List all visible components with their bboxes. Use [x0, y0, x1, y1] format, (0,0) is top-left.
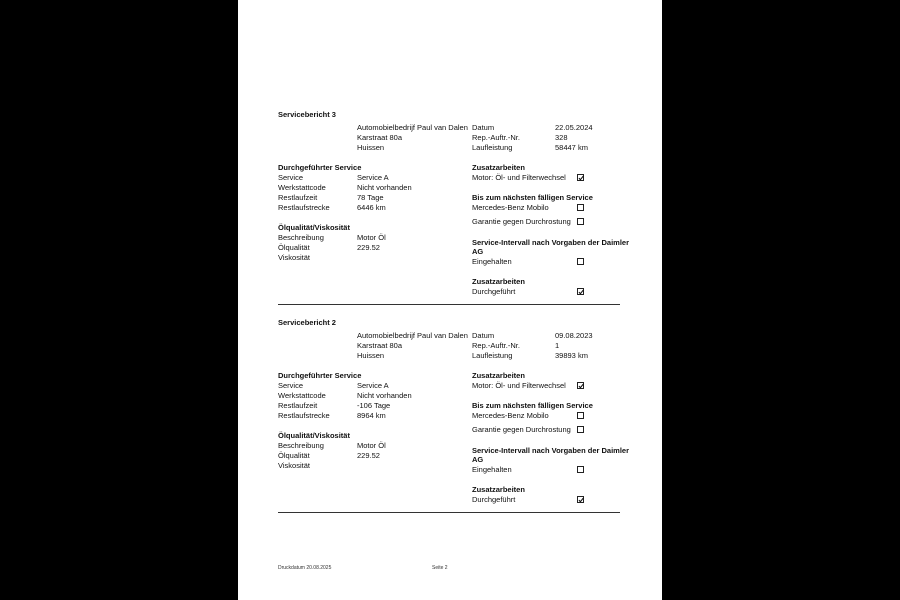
interval-heading-cont: AG [472, 455, 484, 464]
next-service-heading: Bis zum nächsten fälligen Service [472, 193, 593, 202]
meta-value: 328 [555, 133, 568, 142]
meta-value: 22.05.2024 [555, 123, 593, 132]
oil-label: Beschreibung [278, 441, 324, 450]
service-value: -106 Tage [357, 401, 391, 410]
service-label: Werkstattcode [278, 391, 326, 400]
checkmark-icon [578, 383, 584, 389]
meta-value: 58447 km [555, 143, 588, 152]
report-title: Servicebericht 2 [278, 318, 336, 327]
service-value: Service A [357, 381, 389, 390]
meta-label: Rep.-Auftr.-Nr. [472, 133, 520, 142]
oil-label: Viskosität [278, 461, 310, 470]
service-value: Nicht vorhanden [357, 183, 412, 192]
mobilo-checkbox[interactable] [577, 412, 584, 419]
interval-heading: Service-Intervall nach Vorgaben der Daimler [472, 238, 630, 247]
service-label: Restlaufzeit [278, 401, 318, 410]
section-divider [278, 304, 620, 305]
next-item-label: Mercedes-Benz Mobilo [472, 203, 549, 212]
service-label: Restlaufstrecke [278, 203, 330, 212]
meta-label: Datum [472, 123, 495, 132]
oil-value: Motor Öl [357, 441, 386, 450]
meta-value: 1 [555, 341, 560, 350]
oil-heading: Ölqualität/Viskosität [278, 431, 350, 440]
zusatz2-heading: Zusatzarbeiten [472, 485, 525, 494]
oil-label: Ölqualität [278, 243, 310, 252]
zusatz2-heading: Zusatzarbeiten [472, 277, 525, 286]
interval-heading: Service-Intervall nach Vorgaben der Daimler [472, 446, 630, 455]
meta-label: Datum [472, 331, 495, 340]
meta-value: 39893 km [555, 351, 588, 360]
checkmark-icon [578, 497, 584, 503]
dealer-city: Huissen [357, 143, 385, 152]
oil-label: Viskosität [278, 253, 310, 262]
service-value: Nicht vorhanden [357, 391, 412, 400]
oil-value: Motor Öl [357, 233, 386, 242]
oil-change-checkbox[interactable] [577, 174, 584, 181]
page-number: Seite 2 [432, 565, 448, 571]
meta-label: Laufleistung [472, 143, 513, 152]
durchgefuehrt-checkbox[interactable] [577, 288, 584, 295]
dealer-street: Karstraat 80a [357, 133, 403, 142]
service-heading: Durchgeführter Service [278, 371, 362, 380]
print-date: Druckdatum 20.08.2025 [278, 565, 332, 571]
oil-value: 229.52 [357, 243, 380, 252]
oil-change-checkbox[interactable] [577, 382, 584, 389]
checkmark-icon [578, 289, 584, 295]
service-value: 8964 km [357, 411, 386, 420]
service-label: Service [278, 381, 304, 390]
meta-label: Rep.-Auftr.-Nr. [472, 341, 520, 350]
section-divider [278, 512, 620, 513]
oil-label: Beschreibung [278, 233, 324, 242]
durchgefuehrt-checkbox[interactable] [577, 496, 584, 503]
next-item-label: Garantie gegen Durchrostung [472, 425, 571, 434]
service-value: 6446 km [357, 203, 386, 212]
dealer-street: Karstraat 80a [357, 341, 403, 350]
report-title: Servicebericht 3 [278, 110, 336, 119]
rust-warranty-checkbox[interactable] [577, 218, 584, 225]
zusatz-heading: Zusatzarbeiten [472, 163, 525, 172]
next-service-heading: Bis zum nächsten fälligen Service [472, 401, 593, 410]
oil-heading: Ölqualität/Viskosität [278, 223, 350, 232]
next-item-label: Mercedes-Benz Mobilo [472, 411, 549, 420]
meta-label: Laufleistung [472, 351, 513, 360]
interval-item-label: Eingehalten [472, 257, 512, 266]
dealer-city: Huissen [357, 351, 385, 360]
zusatz-item-label: Motor: Öl- und Filterwechsel [472, 381, 566, 390]
zusatz2-item-label: Durchgeführt [472, 287, 516, 296]
mobilo-checkbox[interactable] [577, 204, 584, 211]
zusatz-item-label: Motor: Öl- und Filterwechsel [472, 173, 566, 182]
zusatz2-item-label: Durchgeführt [472, 495, 516, 504]
meta-value: 09.08.2023 [555, 331, 593, 340]
next-item-label: Garantie gegen Durchrostung [472, 217, 571, 226]
interval-item-label: Eingehalten [472, 465, 512, 474]
zusatz-heading: Zusatzarbeiten [472, 371, 525, 380]
service-label: Service [278, 173, 304, 182]
rust-warranty-checkbox[interactable] [577, 426, 584, 433]
service-value: Service A [357, 173, 389, 182]
eingehalten-checkbox[interactable] [577, 466, 584, 473]
eingehalten-checkbox[interactable] [577, 258, 584, 265]
service-heading: Durchgeführter Service [278, 163, 362, 172]
service-label: Restlaufzeit [278, 193, 318, 202]
service-label: Werkstattcode [278, 183, 326, 192]
dealer-name: Automobielbedrijf Paul van Dalen [357, 123, 468, 132]
checkmark-icon [578, 175, 584, 181]
dealer-name: Automobielbedrijf Paul van Dalen [357, 331, 468, 340]
interval-heading-cont: AG [472, 247, 484, 256]
oil-value: 229.52 [357, 451, 380, 460]
service-label: Restlaufstrecke [278, 411, 330, 420]
service-value: 78 Tage [357, 193, 384, 202]
document-page [238, 0, 662, 600]
oil-label: Ölqualität [278, 451, 310, 460]
